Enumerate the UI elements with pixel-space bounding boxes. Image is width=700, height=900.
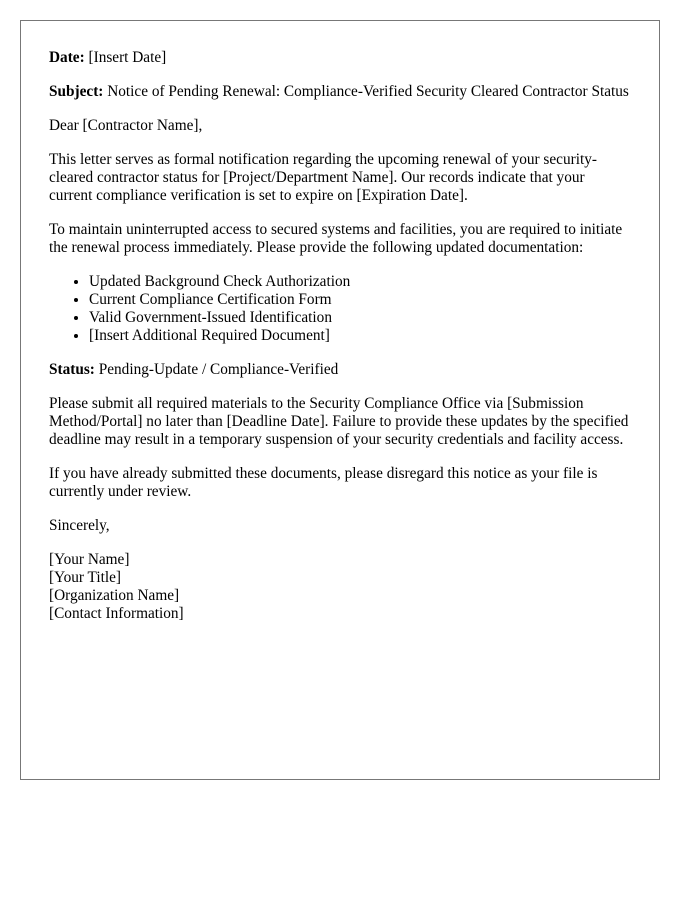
signature-block (49, 551, 631, 623)
documents-list (49, 273, 631, 345)
paragraph-requirements: To maintain uninterrupted access to secured systems and facilities, you are required to initiate the renewal process immediately. Please provide the following updated documentation: (49, 221, 623, 256)
date-label: Date: (49, 49, 85, 66)
subject-line (49, 83, 631, 101)
status-value: Pending-Update / Compliance-Verified (94, 361, 339, 378)
list-item: • [Insert Additional Required Document] (89, 327, 631, 345)
signature-contact: [Contact Information] (49, 605, 184, 622)
status-line (49, 361, 631, 379)
signature-organization: [Organization Name] (49, 587, 180, 604)
date-value: [Insert Date] (84, 49, 167, 66)
list-item: • Valid Government-Issued Identification (89, 309, 631, 327)
signature-title: [Your Title] (49, 569, 121, 586)
list-item: • Current Compliance Certification Form (89, 291, 631, 309)
subject-value: Notice of Pending Renewal: Compliance-Verified Security Cleared Contractor Status (103, 83, 629, 100)
subject-label: Subject: (49, 83, 104, 100)
closing: Sincerely, (49, 517, 110, 534)
paragraph-notification: This letter serves as formal notification regarding the upcoming renewal of your security-cleared contractor status for [Project/Department Name]. Our records indicate that your current compliance verification is set to expire on [Expiration Date]. (49, 151, 597, 204)
status-label: Status: (49, 361, 95, 378)
paragraph-disregard: If you have already submitted these documents, please disregard this notice as your file is currently under review. (49, 465, 598, 500)
paragraph-submission: Please submit all required materials to the Security Compliance Office via [Submission Method/Portal] no later than [Deadline Date]. Failure to provide these updates by the specified deadline may result in a temporary suspension of your security credentials and facility access. (49, 395, 629, 448)
list-item: • Updated Background Check Authorization (89, 273, 631, 291)
date-line (49, 49, 631, 67)
salutation: Dear [Contractor Name], (49, 117, 203, 134)
letter-document (20, 20, 660, 780)
signature-name: [Your Name] (49, 551, 130, 568)
